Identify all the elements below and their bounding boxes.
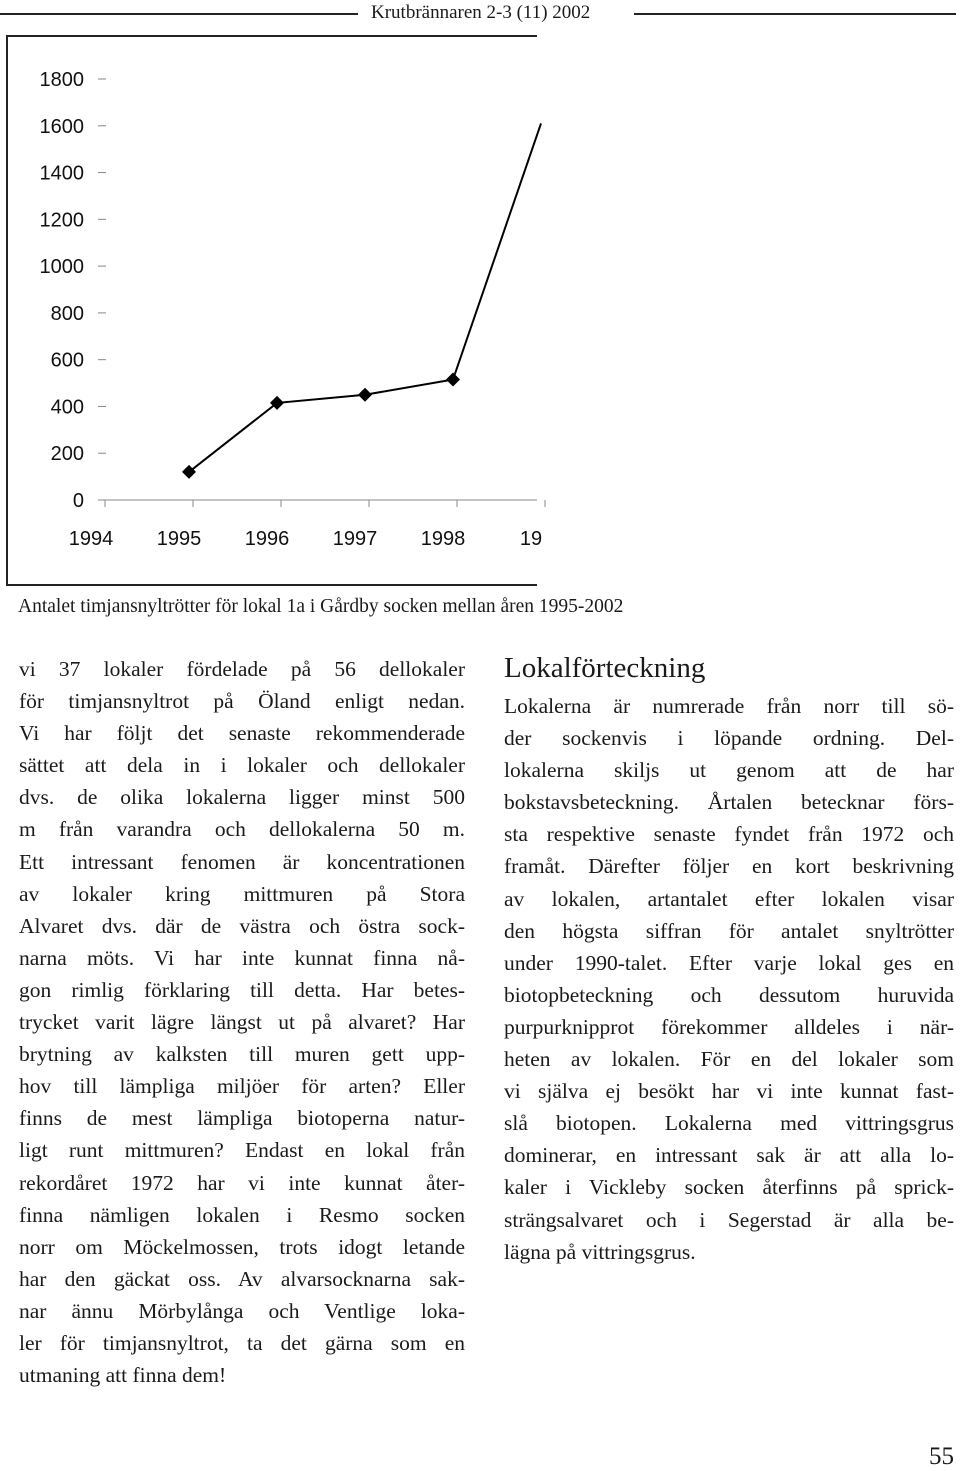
text-line: bokstavsbeteckning. Årtalen betecknar förs- <box>504 790 954 815</box>
text-line: strängsalvaret och i Segerstad är alla be- <box>504 1207 954 1232</box>
data-point-marker <box>446 373 460 387</box>
text-line: der sockenvis i löpande ordning. Del- <box>504 726 954 751</box>
x-tick-label: 1995 <box>156 528 202 550</box>
y-tick-label: 1000 <box>39 256 84 279</box>
text-line: dvs. de olika lokalerna ligger minst 500 <box>19 785 465 810</box>
x-tick-label: 1998 <box>420 528 466 550</box>
text-line: nar ännu Mörbylånga och Ventlige loka- <box>19 1298 465 1323</box>
text-line: av lokalen, artantalet efter lokalen visar <box>504 886 954 911</box>
text-line: brytning av kalksten till muren gett upp- <box>19 1042 465 1067</box>
text-line: lokalerna skiljs ut genom att de har <box>504 758 954 783</box>
y-tick-label: 1600 <box>39 115 84 138</box>
x-tick-label: 19 <box>519 528 543 550</box>
text-line: ligt runt mittmuren? Endast en lokal från <box>19 1138 465 1163</box>
text-line: sättet att dela in i lokaler och dellokaler <box>19 753 465 778</box>
text-line: gon rimlig förklaring till detta. Har betes- <box>19 977 465 1002</box>
y-tick-label: 1800 <box>39 69 84 91</box>
text-line: biotopbeteckning och dessutom huruvida <box>504 982 954 1007</box>
text-line: m från varandra och dellokalerna 50 m. <box>19 817 465 842</box>
text-line: har den gäckat oss. Av alvarsocknarna sak- <box>19 1266 465 1291</box>
x-tick-label: 1994 <box>68 528 114 550</box>
text-line: framåt. Därefter följer en kort beskrivning <box>504 854 954 879</box>
text-line: av lokaler kring mittmuren på Stora <box>19 881 465 906</box>
text-line: finns de mest lämpliga biotoperna natur- <box>19 1106 465 1131</box>
y-tick-label: 200 <box>50 443 84 466</box>
text-line: Vi har följt det senaste rekommenderade <box>19 721 465 746</box>
line-chart <box>8 37 543 584</box>
data-point-marker <box>358 388 372 402</box>
header-rule-right <box>634 13 956 15</box>
y-tick-label: 800 <box>50 302 84 325</box>
left-column-text <box>19 653 465 1391</box>
text-line: narna möts. Vi har inte kunnat finna nå- <box>19 945 465 970</box>
text-line: lägna på vittringsgrus. <box>504 1239 696 1264</box>
series-line <box>189 123 541 471</box>
text-line: finna nämligen lokalen i Resmo socken <box>19 1202 465 1227</box>
x-tick-label: 1996 <box>244 528 290 550</box>
text-line: norr om Möckelmossen, trots idogt letande <box>19 1234 465 1259</box>
text-line: under 1990-talet. Efter varje lokal ges en <box>504 950 954 975</box>
y-tick-label: 600 <box>50 349 84 372</box>
text-line: heten av lokalen. För en del lokaler som <box>504 1047 954 1072</box>
running-head: Krutbrännaren 2-3 (11) 2002 <box>371 2 591 23</box>
text-line: Ett intressant fenomen är koncentrationen <box>19 849 465 874</box>
y-tick-label: 1400 <box>39 162 84 185</box>
text-line: för timjansnyltrot på Öland enligt nedan. <box>19 689 465 714</box>
text-line: trycket varit lägre längst ut på alvaret? Har <box>19 1010 465 1035</box>
text-line: slå biotopen. Lokalerna med vittringsgrus <box>504 1111 954 1136</box>
y-tick-label: 0 <box>72 490 84 512</box>
text-line: Alvaret dvs. där de västra och östra sock- <box>19 913 465 938</box>
y-tick-label: 1200 <box>39 209 84 232</box>
right-column-text <box>504 690 954 1268</box>
text-line: utmaning att finna dem! <box>19 1363 227 1388</box>
header-rule-left <box>0 13 358 15</box>
text-line: vi själva ej besökt har vi inte kunnat fast- <box>504 1079 954 1104</box>
text-line: hov till lämpliga miljöer för arten? Eller <box>19 1074 465 1099</box>
text-line: sta respektive senaste fyndet från 1972 och <box>504 822 954 847</box>
text-line: rekordåret 1972 har vi inte kunnat åter- <box>19 1170 465 1195</box>
text-line: kaler i Vickleby socken återfinns på sprick- <box>504 1175 954 1200</box>
chart-caption: Antalet timjansnyltrötter för lokal 1a i Gårdby socken mellan åren 1995-2002 <box>18 596 624 617</box>
x-tick-label: 1997 <box>332 528 378 550</box>
section-heading: Lokalförteckning <box>504 652 706 684</box>
text-line: Lokalerna är numrerade från norr till sö- <box>504 694 954 718</box>
text-line: ler för timjansnyltrot, ta det gärna som en <box>19 1330 465 1355</box>
text-line: vi 37 lokaler fördelade på 56 dellokaler <box>19 657 465 681</box>
text-line: den högsta siffran för antalet snyltrötter <box>504 918 954 943</box>
chart-frame <box>6 35 543 586</box>
text-line: purpurknipprot förekommer alldeles i när- <box>504 1014 954 1039</box>
page-number: 55 <box>929 1443 954 1470</box>
text-line: dominerar, en intressant sak är att alla lo- <box>504 1143 954 1168</box>
y-tick-label: 400 <box>50 396 84 419</box>
